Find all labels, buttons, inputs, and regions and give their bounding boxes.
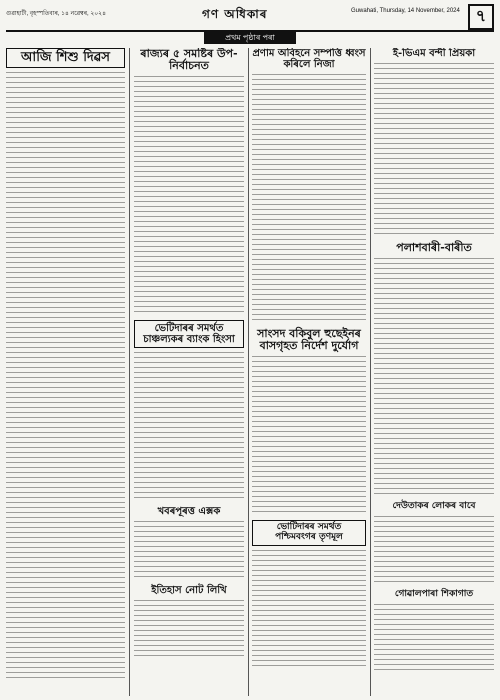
article-headline: ভেটিদাৰৰ সমৰ্থত চাঞ্চল্যকৰ ব্যাংক হিংসা	[134, 320, 244, 348]
page-number: ৭	[468, 4, 494, 30]
article-body	[252, 550, 366, 670]
article-body	[6, 72, 125, 682]
article-body	[134, 352, 244, 502]
date-left: গুৱাহাটী, বৃহস্পতিবাৰ, ১৪ নৱেম্বৰ, ২০২৪	[6, 11, 106, 17]
article-body	[374, 516, 494, 586]
section-band: প্ৰথম পৃষ্ঠাৰ পৰা	[204, 32, 296, 44]
article-headline: ৰাজ্যৰ ৫ সমষ্টিৰ উপ-নিৰ্বাচনত	[140, 48, 238, 73]
newspaper-masthead: গণ অধিকাৰ	[202, 7, 268, 21]
column-divider	[370, 48, 371, 696]
article-body	[252, 74, 366, 324]
date-right: Guwahati, Thursday, 14 November, 2024	[351, 8, 460, 14]
article-headline: ই-ভিএম বন্দী প্ৰিয়কা	[392, 48, 476, 59]
masthead-bar	[6, 4, 494, 32]
article-body	[374, 604, 494, 674]
article-column-2	[134, 48, 244, 696]
article-body	[252, 356, 366, 516]
article-column-3	[252, 48, 366, 696]
article-headline: ইতিহাস নোট লিখি	[151, 585, 227, 597]
article-headline: ভোটিদাৰৰ সমৰ্থত পশ্চিমবংগৰ তৃণমূল	[252, 520, 366, 546]
article-headline: প্ৰণাম অবিহনে সম্পত্তি ধ্বংস কৰিলে নিজা	[252, 48, 366, 70]
article-body	[134, 76, 244, 316]
article-headline: পলাশবাৰী-বাৰীত	[396, 241, 472, 254]
article-headline: দেউতাকৰ লোকৰ বাবে	[392, 501, 476, 512]
article-body	[374, 258, 494, 498]
article-headline: আজি শিশু দিৱস	[6, 48, 125, 68]
article-headline: গোৱালপাৰা শিকাগাত	[394, 588, 474, 599]
column-divider	[248, 48, 249, 696]
article-body	[374, 63, 494, 238]
column-divider	[129, 48, 130, 696]
article-body	[134, 521, 244, 581]
article-column-4	[374, 48, 494, 696]
article-column-1	[6, 48, 125, 696]
article-body	[134, 600, 244, 660]
article-headline: সাংসদ বকিবুল হুছেইনৰ বাসগৃহত নিৰ্দেশ দুৰ্যোগ	[257, 327, 361, 353]
article-headline: খবৰপূৰত্ত এক্সক	[157, 506, 221, 518]
